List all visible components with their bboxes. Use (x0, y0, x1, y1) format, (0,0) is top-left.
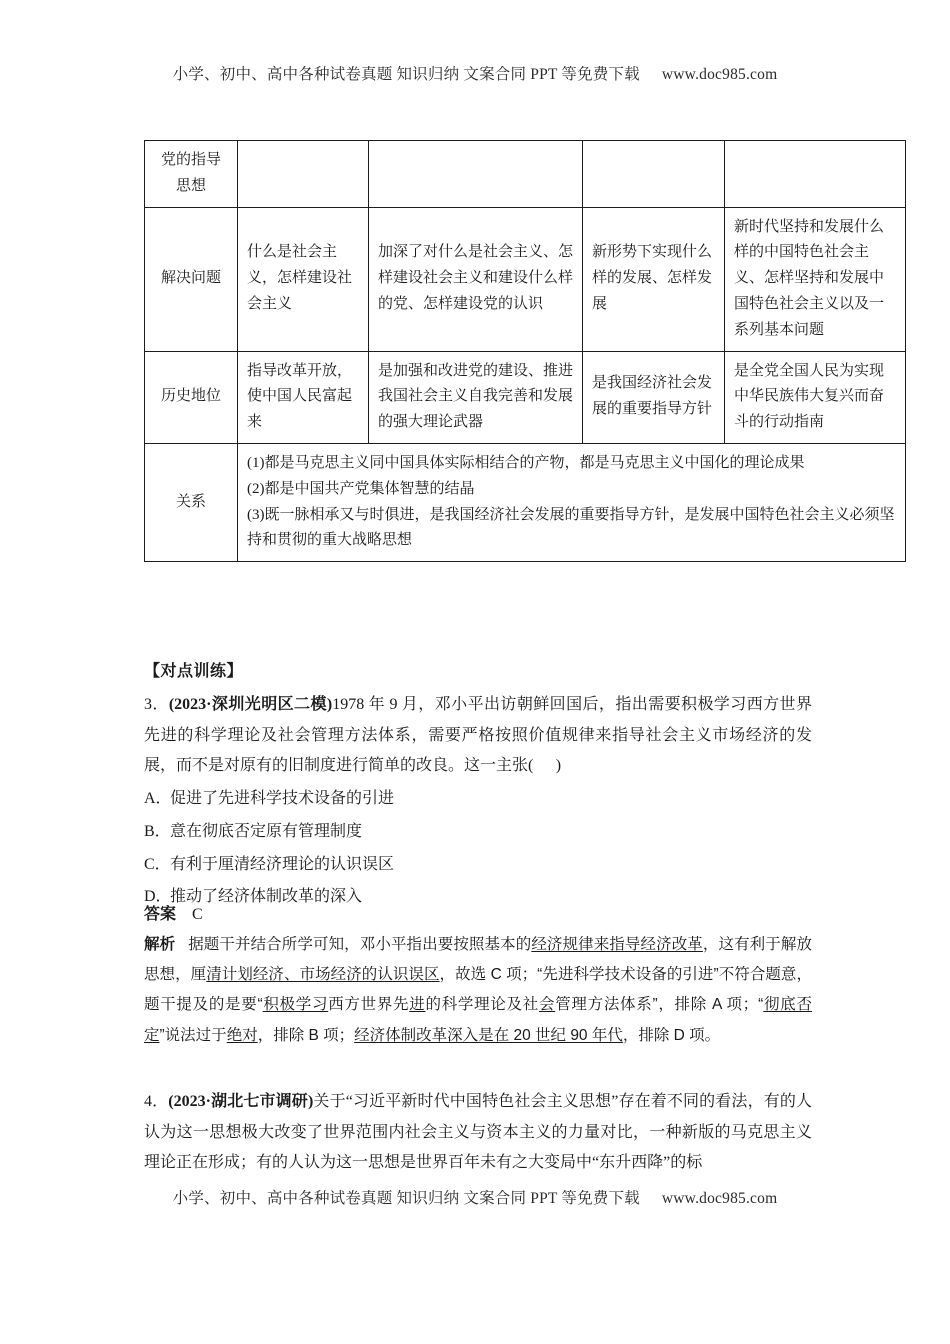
analysis-segment-10: 管理方法体系”，排除 A 项；“ (555, 996, 764, 1014)
option-d-text: 推动了经济体制改革的深入 (170, 888, 363, 906)
answer-value: C (192, 906, 203, 923)
running-foot (0, 1186, 950, 1208)
running-head-url: www.doc985.com (661, 66, 778, 83)
analysis-label: 解析 (144, 936, 176, 953)
analysis-segment-11: 彻底否定 (144, 996, 812, 1044)
cell-r2-c3: 是我国经济社会发展的重要指导方针 (583, 351, 725, 443)
analysis-block (144, 930, 812, 1051)
cell-r1-c1: 什么是社会主义，怎样建设社会主义 (238, 207, 369, 351)
question-4 (144, 1087, 812, 1179)
question-3-option-c[interactable] (144, 850, 812, 881)
row-label-party-guiding-thought: 党的指导思想 (145, 141, 238, 208)
answer-row (144, 900, 203, 930)
cell-r2-c2: 是加强和改进党的建设、推进我国社会主义自我完善和发展的强大理论武器 (369, 351, 583, 443)
option-b-text: 意在彻底否定原有管理制度 (170, 822, 363, 840)
question-3-source: (2023·深圳光明区二模) (168, 696, 333, 713)
row-label-relation: 关系 (145, 443, 238, 561)
question-4-stem-text: 关于“习近平新时代中国特色社会主义思想”存在着不同的看法，有的人认为这一思想极大改变了世界范围内社会主义与资本主义的力量对比，一种新版的马克思主义理论正在形成；有的人认为这一思想是世界百年未有之大变局中“东升西降”的标 (144, 1093, 812, 1172)
analysis-segment-8: 的科学理论及社 (425, 996, 539, 1014)
table-row (145, 351, 906, 443)
cell-r2-c1: 指导改革开放，使中国人民富起来 (238, 351, 369, 443)
analysis-segment-4: ，故选 C 项；“先进科学技术设备的引进”不符合题意，题干提及的是要“ (144, 966, 812, 1014)
analysis-segment-0: 据题干并结合所学可知，邓小平指出要按照基本的 (188, 936, 532, 953)
cell-r1-c3: 新形势下实现什么样的发展、怎样发展 (583, 207, 725, 351)
answer-label: 答案 (144, 906, 177, 923)
running-foot-text: 小学、初中、高中各种试卷真题 知识归纳 文案合同 PPT 等免费下载 (172, 1190, 640, 1207)
analysis-segment-5: 积极学习 (262, 996, 329, 1014)
analysis-segment-7: 进 (409, 996, 426, 1014)
analysis-segment-1: 经济规律来指导经济改革 (531, 936, 703, 953)
running-head (0, 62, 950, 84)
analysis-segment-16: ，排除 D 项。 (622, 1026, 721, 1044)
running-head-text: 小学、初中、高中各种试卷真题 知识归纳 文案合同 PPT 等免费下载 (172, 66, 640, 83)
relation-item-2: (2)都是中国共产党集体智慧的结晶 (247, 480, 475, 497)
question-4-number: 4． (144, 1093, 169, 1110)
question-3-option-d[interactable] (144, 882, 812, 913)
analysis-segment-14: ，排除 B 项； (257, 1026, 355, 1044)
row-label-historical-status: 历史地位 (145, 351, 238, 443)
analysis-segment-13: 绝对 (226, 1026, 258, 1044)
cell-r1-c2: 加深了对什么是社会主义、怎样建设社会主义和建设什么样的党、怎样建设党的认识 (369, 207, 583, 351)
table-row (145, 207, 906, 351)
question-4-source: (2023·湖北七市调研) (168, 1093, 314, 1110)
option-b-letter: B． (144, 822, 171, 840)
cell-r0-c4 (725, 141, 906, 208)
row-label-problem-solved: 解决问题 (145, 207, 238, 351)
table-row (145, 141, 906, 208)
question-3-option-b[interactable] (144, 817, 812, 848)
cell-r1-c4: 新时代坚持和发展什么样的中国特色社会主义、怎样坚持和发展中国特色社会主义以及一系列基本问题 (725, 207, 906, 351)
relation-item-1: (1)都是马克思主义同中国具体实际相结合的产物，都是马克思主义中国化的理论成果 (247, 454, 805, 471)
running-foot-url: www.doc985.com (661, 1190, 778, 1207)
analysis-segment-6: 西方世界先 (328, 996, 410, 1014)
question-3-stem (144, 690, 812, 782)
option-a-text: 促进了先进科学技术设备的引进 (170, 790, 395, 808)
analysis-segment-3: 清计划经济、市场经济的认识误区 (206, 966, 440, 984)
cell-r0-c1 (238, 141, 369, 208)
question-4-stem (144, 1087, 812, 1179)
cell-relation-body (238, 443, 906, 561)
question-3-number: 3． (144, 696, 169, 713)
analysis-segment-15: 经济体制改革深入是在 20 世纪 90 年代 (354, 1026, 623, 1044)
question-3-stem-text: 1978 年 9 月，邓小平出访朝鲜回国后，指出需要积极学习西方世界先进的科学理论及社会管理方法体系，需要严格按照价值规律来指导社会主义市场经济的发展，而不是对原有的旧制度进行简单的改良。这一主张( (144, 696, 812, 775)
section-title-practice: 【对点训练】 (144, 663, 244, 680)
table-row-relation (145, 443, 906, 561)
option-c-text: 有利于厘清经济理论的认识误区 (170, 855, 395, 873)
question-3 (144, 690, 812, 913)
option-a-letter: A． (144, 790, 172, 808)
analysis-segment-2: ，这有利于解放思想，厘 (144, 936, 812, 984)
cell-r0-c2 (369, 141, 583, 208)
analysis-segment-9: 会 (538, 996, 556, 1014)
question-3-stem-tail: ) (555, 757, 562, 775)
analysis-text (144, 936, 812, 1044)
cell-r2-c4: 是全党全国人民为实现中华民族伟大复兴而奋斗的行动指南 (725, 351, 906, 443)
analysis-segment-12: ”说法过于 (159, 1026, 227, 1044)
comparison-table (144, 140, 906, 562)
option-c-letter: C． (144, 855, 171, 873)
relation-item-3: (3)既一脉相承又与时俱进，是我国经济社会发展的重要指导方针，是发展中国特色社会主义必须坚持和贯彻的重大战略思想 (247, 506, 895, 549)
option-d-letter: D． (144, 888, 172, 906)
cell-r0-c3 (583, 141, 725, 208)
question-3-option-a[interactable] (144, 784, 812, 815)
